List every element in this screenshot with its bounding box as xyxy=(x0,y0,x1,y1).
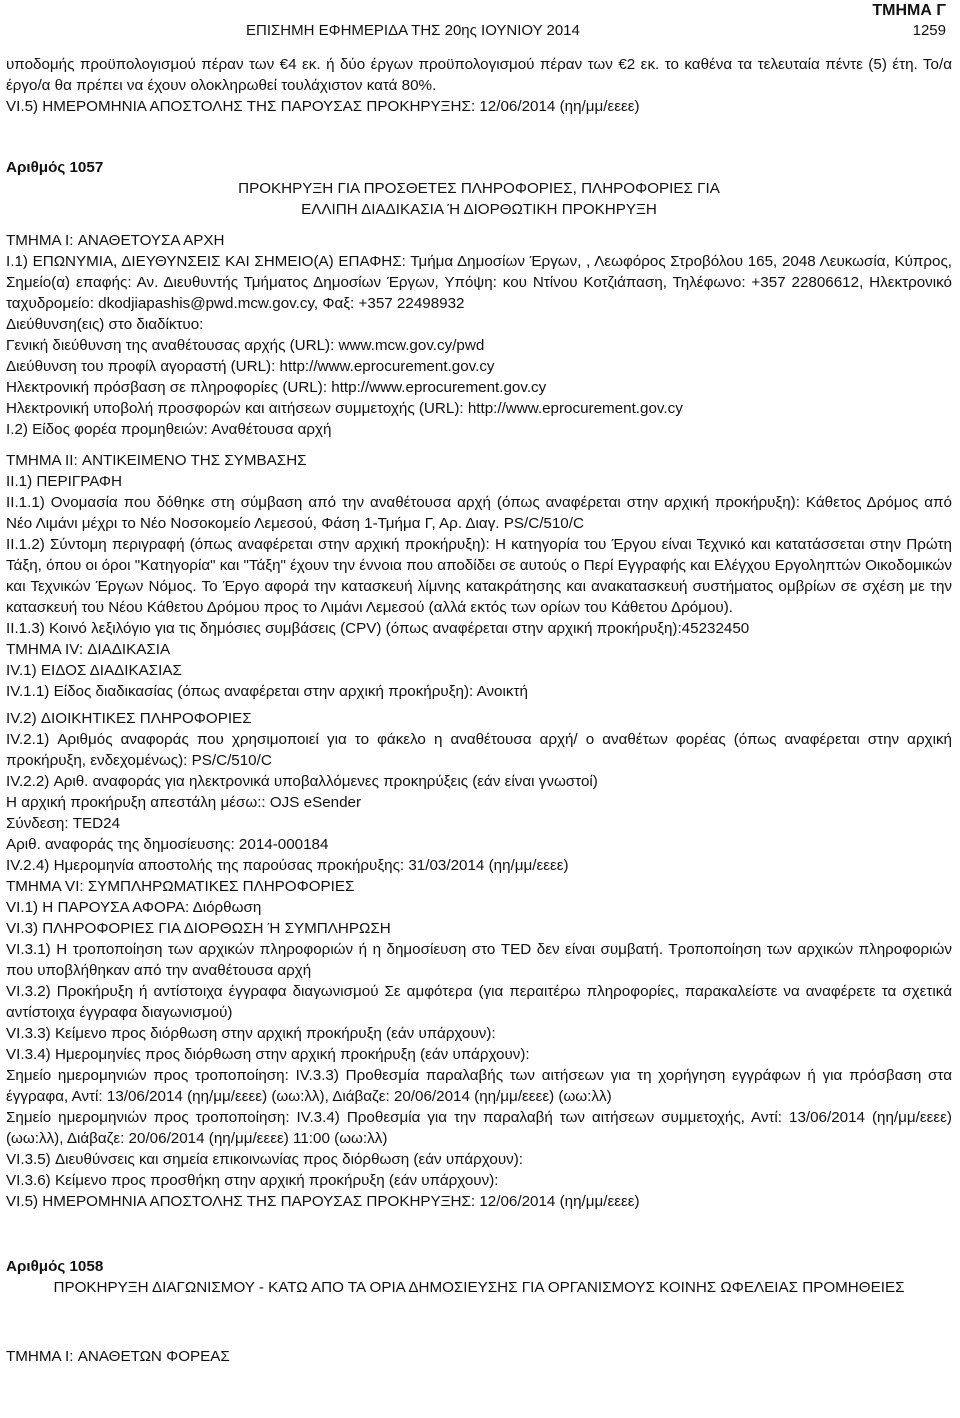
text-line: IV.2.2) Αριθ. αναφοράς για ηλεκτρονικά υποβαλλόμενες προκηρύξεις (εάν είναι γνωστοί) xyxy=(6,773,598,790)
text-line: VI.3.3) Κείμενο προς διόρθωση στην αρχική προκήρυξη (εάν υπάρχουν): xyxy=(6,1025,496,1042)
notice-title-1057: ΠΡΟΚΗΡΥΞΗ ΓΙΑ ΠΡΟΣΘΕΤΕΣ ΠΛΗΡΟΦΟΡΙΕΣ, ΠΛΗΡΟΦΟΡΙΕΣ ΓΙΑ ΕΛΛΙΠΗ ΔΙΑΔΙΚΑΣΙΑ Ή ΔΙΟΡΘΩΤΙΚΗ ΠΡΟΚΗΡΥΞΗ xyxy=(238,180,720,218)
text-line: Διεύθυνση του προφίλ αγοραστή (URL): http://www.eprocurement.gov.cy xyxy=(6,358,495,375)
text-line: VI.3.4) Ημερομηνίες προς διόρθωση στην αρχική προκήρυξη (εάν υπάρχουν): xyxy=(6,1046,530,1063)
contact-paragraph: I.1) ΕΠΩΝΥΜΙΑ, ΔΙΕΥΘΥΝΣΕΙΣ ΚΑΙ ΣΗΜΕΙΟ(Α) ΕΠΑΦΗΣ: Τμήμα Δημοσίων Έργων, , Λεωφόρος Στροβόλου 165, 2048 Λευκωσία, Κύπρος, Σημείο(α) επαφής: Αν. Διευθυντής Τμήματος Δημοσίων Έργων, Υπόψη: κου Ντίνου Κοτζιάπαση, Τηλέφωνο: +357 22806612, Ηλεκτρονικό ταχυδρομείο: dkodjiapashis@pwd.mcw.gov.cy, Φαξ: +357 22498932 xyxy=(6,253,952,312)
description-paragraph: II.1.2) Σύντομη περιγραφή (όπως αναφέρεται στην αρχική προκήρυξη): Η κατηγορία του Έργου είναι Τεχνικό και κατατάσσεται στην Πρώτη Τάξη, όπου οι όροι "Κατηγορία" και "Τάξη" έχουν την έννοια που αποδίδει σε αυτούς ο Περί Εγγραφής και Ελέγχου Εργοληπτών Οικοδομικών και Τεχνικών Έργων Νόμος. Το Έργο αφορά την κατασκευή λίμνης κατακράτησης και ανακατασκευή συστήματος ομβρίων σε σχέση με την κατασκευή του Νέου Κάθετου Δρόμου προς το Λιμάνι Λεμεσού (αλλά εκτός των ορίων του Κάθετου Δρόμου). xyxy=(6,536,953,616)
date-change-paragraph: Σημείο ημερομηνιών προς τροποποίηση: IV.3.3) Προθεσμία παραλαβής των αιτήσεων για τη χορήγηση εγγράφων ή για πρόσβαση στα έγγραφα, Αντί: 13/06/2014 (ηη/μμ/εεεε) (ωω:λλ), Διάβαζε: 20/06/2014 (ηη/μμ/εεεε) (ωω:λλ) xyxy=(6,1067,952,1105)
page-number: 1259 xyxy=(912,22,946,39)
text-line: Η αρχική προκήρυξη απεστάλη μέσω:: OJS eSender xyxy=(6,794,362,811)
section-heading: ΤΜΗΜΑ I: ΑΝΑΘΕΤΩΝ ΦΟΡΕΑΣ xyxy=(6,1348,230,1365)
text-line: II.1.3) Κοινό λεξιλόγιο για τις δημόσιες συμβάσεις (CPV) (όπως αναφέρεται στην αρχική προκήρυξη):45232450 xyxy=(6,620,750,637)
text-line: Ηλεκτρονική πρόσβαση σε πληροφορίες (URL): http://www.eprocurement.gov.cy xyxy=(6,379,547,396)
subsection-heading: IV.2) ΔΙΟΙΚΗΤΙΚΕΣ ΠΛΗΡΟΦΟΡΙΕΣ xyxy=(6,710,252,727)
subsection-heading: II.1) ΠΕΡΙΓΡΑΦΗ xyxy=(6,473,122,490)
text-paragraph: VI.3.1) Η τροποποίηση των αρχικών πληροφοριών ή η δημοσίευση στο TED δεν είναι συμβατή. Τροποποίηση των αρχικών πληροφοριών που υποβλήθηκαν από την αναθέτουσα αρχή xyxy=(6,941,952,979)
gazette-title: ΕΠΙΣΗΜΗ ΕΦΗΜΕΡΙΔΑ ΤΗΣ 20ης ΙΟΥΝΙΟΥ 2014 xyxy=(246,22,580,39)
notice-number-1058: Αριθμός 1058 xyxy=(6,1258,104,1275)
text-line: I.2) Είδος φορέα προμηθειών: Αναθέτουσα αρχή xyxy=(6,421,332,438)
section-heading: ΤΜΗΜΑ II: ΑΝΤΙΚΕΙΜΕΝΟ ΤΗΣ ΣΥΜΒΑΣΗΣ xyxy=(6,452,307,469)
text-line: Διεύθυνση(εις) στο διαδίκτυο: xyxy=(6,316,204,333)
text-line: Αριθ. αναφοράς της δημοσίευσης: 2014-000184 xyxy=(6,836,329,853)
page-header xyxy=(6,0,952,54)
section-heading: ΤΜΗΜΑ VI: ΣΥΜΠΛΗΡΩΜΑΤΙΚΕΣ ΠΛΗΡΟΦΟΡΙΕΣ xyxy=(6,878,355,895)
intro-paragraph: υποδομής προϋπολογισμού πέραν των €4 εκ. ή δύο έργων προϋπολογισμού πέραν των €2 εκ. το καθένα τα τελευταία πέντε (5) έτη. Το/α έργο/α θα πρέπει να έχουν ολοκληρωθεί τουλάχιστον κατά 80%. xyxy=(6,56,952,94)
notice-title-1058: ΠΡΟΚΗΡΥΞΗ ΔΙΑΓΩΝΙΣΜΟΥ - ΚΑΤΩ ΑΠΟ ΤΑ ΟΡΙΑ ΔΗΜΟΣΙΕΥΣΗΣ ΓΙΑ ΟΡΓΑΝΙΣΜΟΥΣ ΚΟΙΝΗΣ ΩΦΕΛΕΙΑΣ ΠΡΟΜΗΘΕΙΕΣ xyxy=(53,1279,905,1296)
text-line: VI.3.5) Διευθύνσεις και σημεία επικοινωνίας προς διόρθωση (εάν υπάρχουν): xyxy=(6,1151,524,1168)
intro-dispatch-date: VI.5) ΗΜΕΡΟΜΗΝΙΑ ΑΠΟΣΤΟΛΗΣ ΤΗΣ ΠΑΡΟΥΣΑΣ ΠΡΟΚΗΡΥΞΗΣ: 12/06/2014 (ηη/μμ/εεεε) xyxy=(6,98,640,115)
notice-number-1057: Αριθμός 1057 xyxy=(6,159,104,176)
text-line: VI.1) Η ΠΑΡΟΥΣΑ ΑΦΟΡΑ: Διόρθωση xyxy=(6,899,262,916)
subsection-heading: VI.3) ΠΛΗΡΟΦΟΡΙΕΣ ΓΙΑ ΔΙΟΡΘΩΣΗ Ή ΣΥΜΠΛΗΡΩΣΗ xyxy=(6,920,391,937)
subsection-heading: IV.1) ΕΙΔΟΣ ΔΙΑΔΙΚΑΣΙΑΣ xyxy=(6,662,182,679)
text-line: IV.2.4) Ημερομηνία αποστολής της παρούσας προκήρυξης: 31/03/2014 (ηη/μμ/εεεε) xyxy=(6,857,569,874)
text-line: Σύνδεση: TED24 xyxy=(6,815,121,832)
section-heading: ΤΜΗΜΑ I: ΑΝΑΘΕΤΟΥΣΑ ΑΡΧΗ xyxy=(6,232,225,249)
date-change-paragraph: Σημείο ημερομηνιών προς τροποποίηση: IV.3.4) Προθεσμία για την παραλαβή των αιτήσεων συμμετοχής, Αντί: 13/06/2014 (ηη/μμ/εεεε) (ωω:λλ), Διάβαζε: 20/06/2014 (ηη/μμ/εεεε) 11:00 (ωω:λλ) xyxy=(6,1109,952,1147)
text-line: VI.3.6) Κείμενο προς προσθήκη στην αρχική προκήρυξη (εάν υπάρχουν): xyxy=(6,1172,499,1189)
text-line: Ηλεκτρονική υποβολή προσφορών και αιτήσεων συμμετοχής (URL): http://www.eprocurement.gov.cy xyxy=(6,400,683,417)
reference-paragraph: IV.2.1) Αριθμός αναφοράς που χρησιμοποιεί για το φάκελο η αναθέτουσα αρχή/ ο αναθέτων φορέας (όπως αναφέρεται στην αρχική προκήρυξη, ενδεχομένως): PS/C/510/C xyxy=(6,731,952,769)
section-label: ΤΜΗΜΑ Γ xyxy=(872,2,946,19)
text-line: Γενική διεύθυνση της αναθέτουσας αρχής (URL): www.mcw.gov.cy/pwd xyxy=(6,337,485,354)
text-line: VI.5) ΗΜΕΡΟΜΗΝΙΑ ΑΠΟΣΤΟΛΗΣ ΤΗΣ ΠΑΡΟΥΣΑΣ ΠΡΟΚΗΡΥΞΗΣ: 12/06/2014 (ηη/μμ/εεεε) xyxy=(6,1193,640,1210)
text-line: IV.1.1) Είδος διαδικασίας (όπως αναφέρεται στην αρχική προκήρυξη): Ανοικτή xyxy=(6,683,528,700)
text-paragraph: VI.3.2) Προκήρυξη ή αντίστοιχα έγγραφα διαγωνισμού Σε αμφότερα (για περαιτέρω πληροφορίες, παρακαλείστε να αναφέρετε τα σχετικά αντίστοιχα έγγραφα διαγωνισμού) xyxy=(6,983,952,1021)
section-heading: ΤΜΗΜΑ IV: ΔΙΑΔΙΚΑΣΙΑ xyxy=(6,641,171,658)
contract-title-paragraph: II.1.1) Ονομασία που δόθηκε στη σύμβαση από την αναθέτουσα αρχή (όπως αναφέρεται στην αρχική προκήρυξη): Κάθετος Δρόμος από Νέο Λιμάνι μέχρι το Νέο Νοσοκομείο Λεμεσού, Φάση 1-Τμήμα Γ, Αρ. Διαγ. PS/C/510/C xyxy=(6,494,952,532)
